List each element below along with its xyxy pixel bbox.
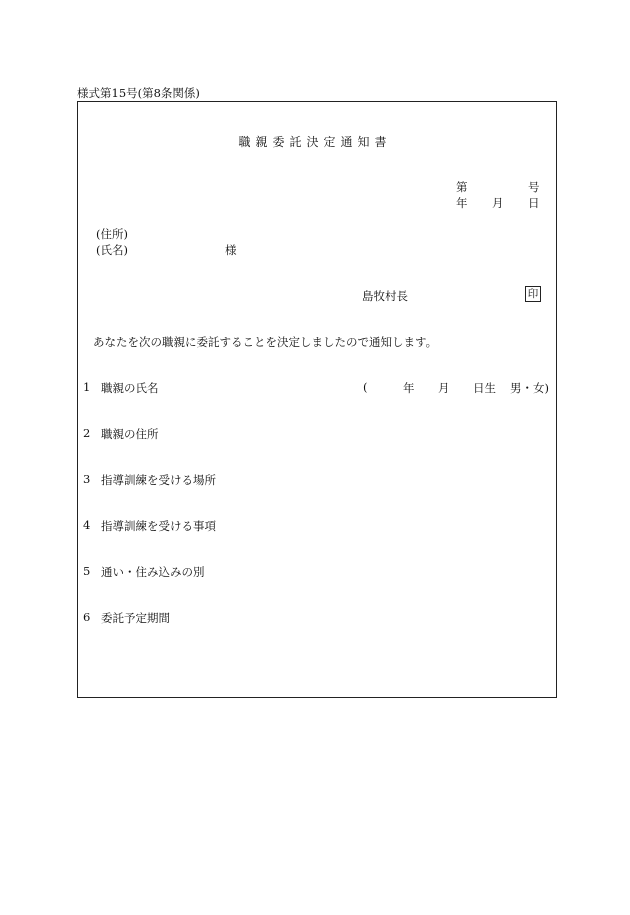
birthdate-year: 年 bbox=[403, 381, 415, 395]
item-number: 2 bbox=[83, 426, 91, 440]
birthdate-day-born: 日生 bbox=[473, 381, 496, 395]
gender-selection: 男・女) bbox=[510, 381, 549, 395]
number-suffix: 号 bbox=[528, 180, 540, 194]
notice-text: あなたを次の職親に委託することを決定しましたので通知します。 bbox=[93, 335, 438, 349]
form-label: 様式第15号(第8条関係) bbox=[77, 86, 200, 100]
item-number: 5 bbox=[83, 564, 91, 578]
birthdate-open-paren: ( bbox=[363, 380, 368, 394]
recipient-name-label: (氏名) bbox=[96, 243, 128, 257]
recipient-address-label: (住所) bbox=[96, 227, 128, 241]
item-number: 6 bbox=[83, 610, 91, 624]
item-label: 指導訓練を受ける場所 bbox=[101, 473, 216, 487]
seal-mark: 印 bbox=[525, 286, 541, 302]
issuer-name: 島牧村長 bbox=[362, 289, 408, 303]
item-label: 職親の住所 bbox=[101, 427, 159, 441]
item-number: 4 bbox=[83, 518, 91, 532]
recipient-honorific: 様 bbox=[225, 243, 237, 257]
item-label: 職親の氏名 bbox=[101, 381, 159, 395]
date-day: 日 bbox=[528, 196, 540, 210]
item-number: 3 bbox=[83, 472, 91, 486]
birthdate-month: 月 bbox=[438, 381, 450, 395]
date-year: 年 bbox=[456, 196, 468, 210]
number-prefix: 第 bbox=[456, 180, 468, 194]
item-label: 委託予定期間 bbox=[101, 611, 170, 625]
date-month: 月 bbox=[492, 196, 504, 210]
document-frame bbox=[77, 101, 557, 698]
item-number: 1 bbox=[83, 380, 91, 394]
item-label: 通い・住み込みの別 bbox=[101, 565, 205, 579]
item-label: 指導訓練を受ける事項 bbox=[101, 519, 216, 533]
document-title: 職親委託決定通知書 bbox=[238, 135, 392, 149]
